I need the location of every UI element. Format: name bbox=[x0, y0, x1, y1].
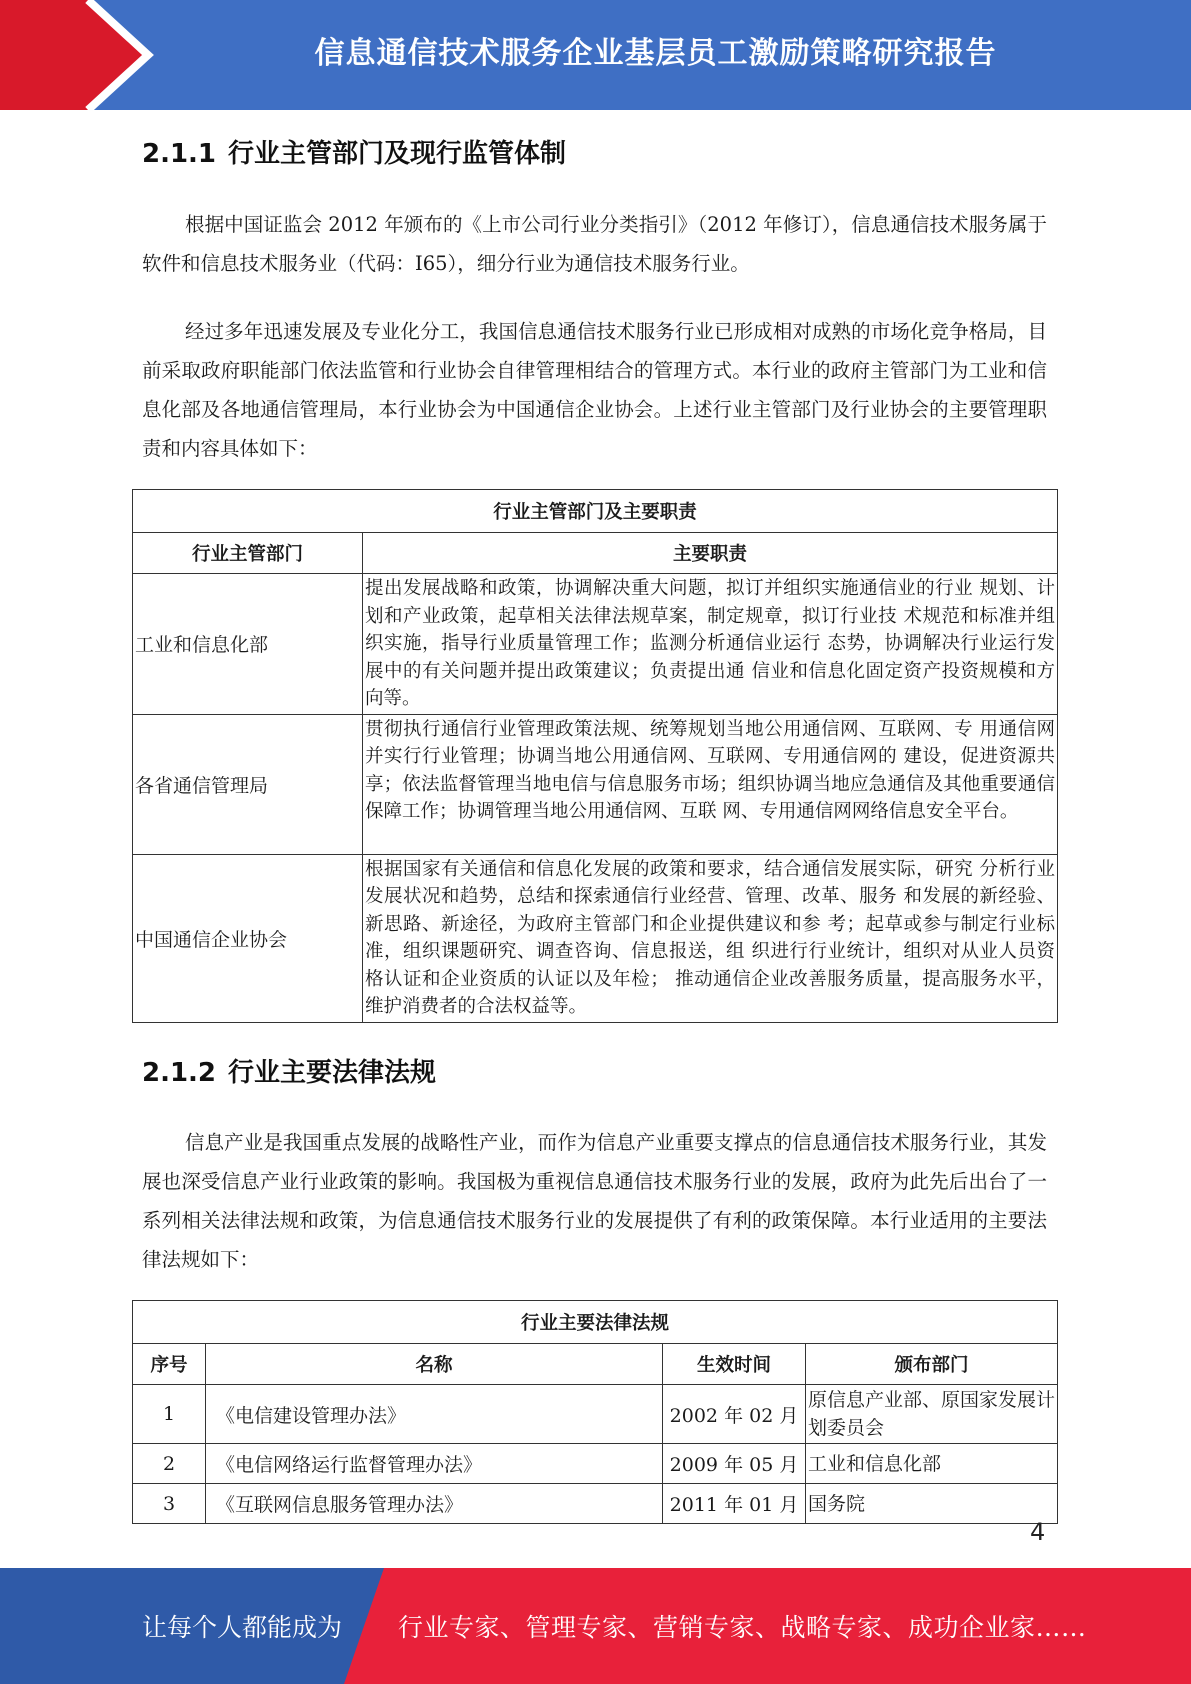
dept-cell: 中国通信企业协会 bbox=[133, 854, 363, 1022]
section-number: 2.1.1 bbox=[142, 139, 217, 169]
issuer-cell: 原信息产业部、原国家发展计划委员会 bbox=[806, 1385, 1058, 1444]
date-cell: 2009 年 05 月 bbox=[663, 1444, 806, 1484]
table-row bbox=[133, 1484, 1058, 1524]
table-header-row bbox=[133, 1344, 1058, 1385]
column-header: 序号 bbox=[133, 1344, 206, 1385]
duty-cell: 贯彻执行通信行业管理政策法规、统筹规划当地公用通信网、互联网、专 用通信网并实行行业管理；协调当地公用通信网、互联网、专用通信网的 建设，促进资源共享；依法监督管理当地电信与信息服务市场；组织协调当地应急通信及其他重要通信保障工作；协调管理当地公用通信网、互联 网、专用通信网网络信息安全平台。 bbox=[363, 714, 1058, 854]
page-number: 4 bbox=[1030, 1518, 1046, 1546]
section-number: 2.1.2 bbox=[142, 1058, 217, 1088]
column-header: 生效时间 bbox=[663, 1344, 806, 1385]
table-row bbox=[133, 714, 1058, 854]
column-header: 颁布部门 bbox=[806, 1344, 1058, 1385]
index-cell: 1 bbox=[133, 1385, 206, 1444]
paragraph: 经过多年迅速发展及专业化分工，我国信息通信技术服务行业已形成相对成熟的市场化竞争格局，目前采取政府职能部门依法监管和行业协会自律管理相结合的管理方式。本行业的政府主管部门为工业和信息化部及各地通信管理局，本行业协会为中国通信企业协会。上述行业主管部门及行业协会的主要管理职责和内容具体如下： bbox=[142, 320, 1047, 460]
table-caption: 行业主要法律法规 bbox=[133, 1301, 1058, 1344]
index-cell: 3 bbox=[133, 1484, 206, 1524]
footer-banner bbox=[0, 1568, 1191, 1684]
dept-cell: 工业和信息化部 bbox=[133, 574, 363, 715]
name-cell: 《电信建设管理办法》 bbox=[206, 1385, 663, 1444]
table-row bbox=[133, 1385, 1058, 1444]
name-cell: 《互联网信息服务管理办法》 bbox=[206, 1484, 663, 1524]
section-heading-2-1-1 bbox=[142, 133, 566, 170]
table-caption-row bbox=[133, 1301, 1058, 1344]
section-title: 行业主管部门及现行监管体制 bbox=[228, 139, 567, 169]
issuer-cell: 国务院 bbox=[806, 1484, 1058, 1524]
table-header-row bbox=[133, 533, 1058, 574]
column-header: 主要职责 bbox=[363, 533, 1058, 574]
footer-slogan-left: 让每个人都能成为 bbox=[142, 1613, 343, 1642]
table-caption: 行业主管部门及主要职责 bbox=[133, 490, 1058, 533]
report-title: 信息通信技术服务企业基层员工激励策略研究报告 bbox=[314, 36, 997, 71]
date-cell: 2011 年 01 月 bbox=[663, 1484, 806, 1524]
footer-slogan-right: 行业专家、管理专家、营销专家、战略专家、成功企业家…… bbox=[398, 1613, 1087, 1642]
section-heading-2-1-2 bbox=[142, 1052, 436, 1089]
paragraph: 根据中国证监会 2012 年颁布的《上市公司行业分类指引》（2012 年修订），信息通信技术服务属于软件和信息技术服务业（代码：I65），细分行业为通信技术服务行业。 bbox=[142, 213, 1047, 275]
table-row bbox=[133, 1444, 1058, 1484]
index-cell: 2 bbox=[133, 1444, 206, 1484]
laws-table bbox=[132, 1300, 1058, 1524]
issuer-cell: 工业和信息化部 bbox=[806, 1444, 1058, 1484]
header-banner bbox=[0, 0, 1191, 110]
column-header: 行业主管部门 bbox=[133, 533, 363, 574]
name-cell: 《电信网络运行监督管理办法》 bbox=[206, 1444, 663, 1484]
section-title: 行业主要法律法规 bbox=[228, 1058, 437, 1088]
column-header: 名称 bbox=[206, 1344, 663, 1385]
table-caption-row bbox=[133, 490, 1058, 533]
table-row bbox=[133, 854, 1058, 1022]
regulators-table bbox=[132, 489, 1058, 1023]
duty-cell: 根据国家有关通信和信息化发展的政策和要求，结合通信发展实际，研究 分析行业发展状况和趋势，总结和探索通信行业经营、管理、改革、服务 和发展的新经验、新思路、新途径，为政府主管部门和企业提供建议和参 考；起草或参与制定行业标准，组织课题研究、调查咨询、信息报送，组 织进行行业统计，组织对从业人员资格认证和企业资质的认证以及年检； 推动通信企业改善服务质量，提高服务水平，维护消费者的合法权益等。 bbox=[363, 854, 1058, 1022]
table-row bbox=[133, 574, 1058, 715]
duty-cell: 提出发展战略和政策，协调解决重大问题，拟订并组织实施通信业的行业 规划、计划和产业政策，起草相关法律法规草案，制定规章，拟订行业技 术规范和标准并组织实施，指导行业质量管理工作；监测分析通信业运行 态势，协调解决行业运行发展中的有关问题并提出政策建议；负责提出通 信业和信息化固定资产投资规模和方向等。 bbox=[363, 574, 1058, 715]
paragraph: 信息产业是我国重点发展的战略性产业，而作为信息产业重要支撑点的信息通信技术服务行业，其发展也深受信息产业行业政策的影响。我国极为重视信息通信技术服务行业的发展，政府为此先后出台了一系列相关法律法规和政策，为信息通信技术服务行业的发展提供了有利的政策保障。本行业适用的主要法律法规如下： bbox=[142, 1131, 1047, 1271]
dept-cell: 各省通信管理局 bbox=[133, 714, 363, 854]
date-cell: 2002 年 02 月 bbox=[663, 1385, 806, 1444]
